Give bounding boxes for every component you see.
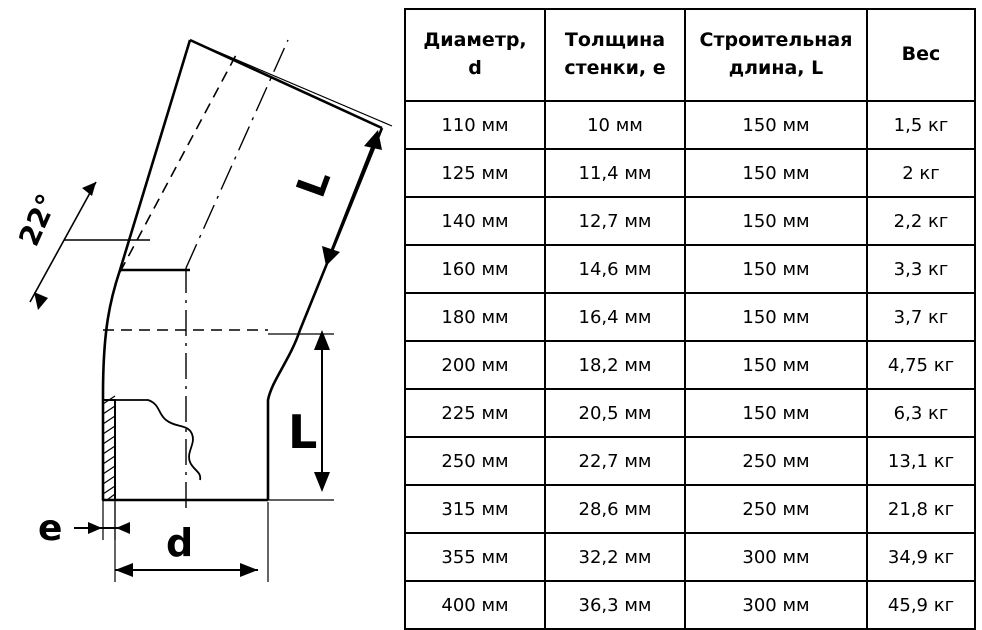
header-line-2: d <box>468 57 482 79</box>
center-lines <box>186 40 288 508</box>
cell-weight: 13,1 кг <box>867 437 975 485</box>
angle-label: 22° <box>12 189 64 251</box>
column-header-diameter <box>405 9 545 101</box>
cell-diameter: 160 мм <box>405 245 545 293</box>
table-row <box>405 581 975 629</box>
cell-wall-thickness: 22,7 мм <box>545 437 685 485</box>
table-row <box>405 101 975 149</box>
cell-wall-thickness: 14,6 мм <box>545 245 685 293</box>
cell-weight: 45,9 кг <box>867 581 975 629</box>
table-row <box>405 389 975 437</box>
header-line-1: Строительная <box>699 29 853 52</box>
header-line-2: стенки, e <box>564 57 666 79</box>
table-body <box>405 101 975 629</box>
cell-weight: 6,3 кг <box>867 389 975 437</box>
cell-diameter: 200 мм <box>405 341 545 389</box>
cell-weight: 4,75 кг <box>867 341 975 389</box>
cell-wall-thickness: 18,2 мм <box>545 341 685 389</box>
lower-length-label: L <box>288 405 318 459</box>
cell-length: 150 мм <box>685 197 867 245</box>
cell-length: 150 мм <box>685 245 867 293</box>
cell-wall-thickness: 10 мм <box>545 101 685 149</box>
cell-wall-thickness: 11,4 мм <box>545 149 685 197</box>
cell-weight: 1,5 кг <box>867 101 975 149</box>
table-header-row <box>405 9 975 101</box>
header-line-1: Вес <box>901 43 941 66</box>
wall-thickness-label: e <box>38 508 63 549</box>
cell-diameter: 355 мм <box>405 533 545 581</box>
cell-diameter: 400 мм <box>405 581 545 629</box>
cell-wall-thickness: 20,5 мм <box>545 389 685 437</box>
table-row <box>405 437 975 485</box>
cell-length: 150 мм <box>685 101 867 149</box>
diameter-label: d <box>166 521 194 565</box>
cell-length: 300 мм <box>685 533 867 581</box>
table-row <box>405 485 975 533</box>
cell-wall-thickness: 32,2 мм <box>545 533 685 581</box>
cell-length: 250 мм <box>685 437 867 485</box>
cell-wall-thickness: 16,4 мм <box>545 293 685 341</box>
cell-length: 300 мм <box>685 581 867 629</box>
cell-length: 150 мм <box>685 389 867 437</box>
table-row <box>405 341 975 389</box>
table-row <box>405 149 975 197</box>
table-row <box>405 245 975 293</box>
elbow-technical-drawing <box>0 0 404 624</box>
cell-wall-thickness: 36,3 мм <box>545 581 685 629</box>
cell-weight: 21,8 кг <box>867 485 975 533</box>
cell-diameter: 225 мм <box>405 389 545 437</box>
cell-diameter: 125 мм <box>405 149 545 197</box>
cell-length: 150 мм <box>685 293 867 341</box>
specification-table <box>404 8 976 630</box>
specification-table-pane <box>404 8 974 616</box>
cell-length: 150 мм <box>685 341 867 389</box>
elbow-outline <box>103 40 382 500</box>
column-header-weight <box>867 9 975 101</box>
cell-length: 250 мм <box>685 485 867 533</box>
cell-diameter: 315 мм <box>405 485 545 533</box>
upper-length-dimension <box>190 40 392 266</box>
header-line-1: Толщина <box>564 29 666 52</box>
cell-diameter: 140 мм <box>405 197 545 245</box>
column-header-wall-thickness <box>545 9 685 101</box>
cell-wall-thickness: 28,6 мм <box>545 485 685 533</box>
cell-weight: 3,7 кг <box>867 293 975 341</box>
header-line-1: Диаметр, <box>423 29 527 52</box>
table-row <box>405 293 975 341</box>
cell-diameter: 180 мм <box>405 293 545 341</box>
cell-weight: 2 кг <box>867 149 975 197</box>
cell-diameter: 110 мм <box>405 101 545 149</box>
drawing-svg <box>0 0 404 624</box>
table-row <box>405 197 975 245</box>
header-line-2: длина, L <box>728 57 824 79</box>
upper-length-label: L <box>288 163 341 204</box>
cell-weight: 2,2 кг <box>867 197 975 245</box>
cell-weight: 34,9 кг <box>867 533 975 581</box>
cell-weight: 3,3 кг <box>867 245 975 293</box>
wall-thickness-dimension <box>74 500 130 540</box>
cell-wall-thickness: 12,7 мм <box>545 197 685 245</box>
cell-length: 150 мм <box>685 149 867 197</box>
column-header-length <box>685 9 867 101</box>
cell-diameter: 250 мм <box>405 437 545 485</box>
table-row <box>405 533 975 581</box>
